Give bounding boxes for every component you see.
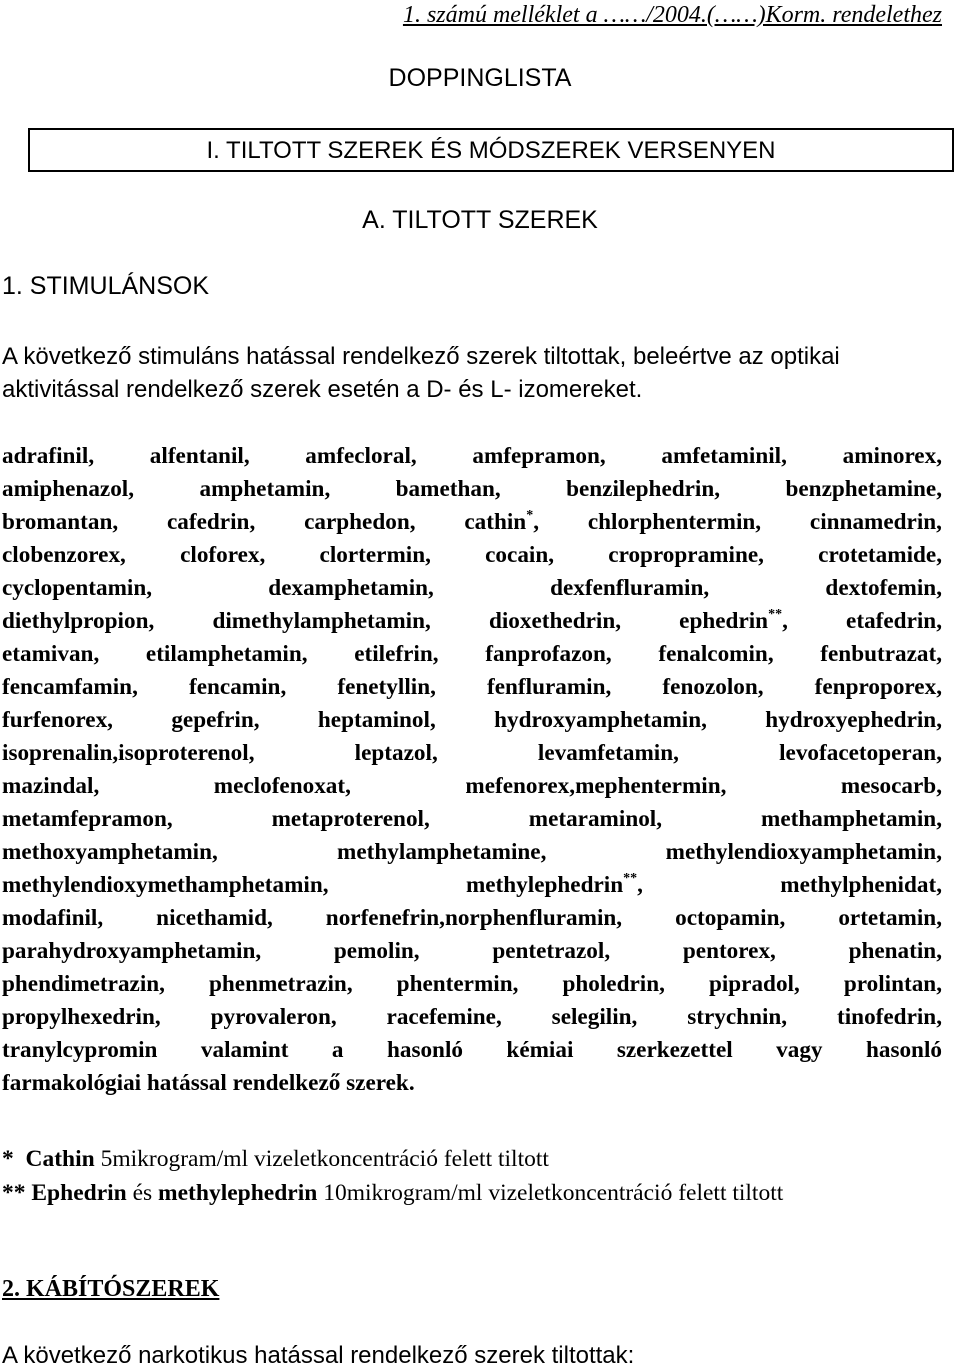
intro-paragraph-narcotics: A következő narkotikus hatással rendelkező szerek tiltottak: bbox=[2, 1342, 635, 1369]
substance-line: mazindal, meclofenoxat, mefenorex,mephentermin, mesocarb, bbox=[2, 773, 942, 799]
substance-line: etamivan, etilamphetamin, etilefrin, fanprofazon, fenalcomin, fenbutrazat, bbox=[2, 641, 942, 667]
footnote-mark: * bbox=[2, 1146, 14, 1172]
footnote-substance: Ephedrin bbox=[31, 1180, 127, 1206]
substance-line: furfenorex, gepefrin, heptaminol, hydroxyamphetamin, hydroxyephedrin, bbox=[2, 707, 942, 733]
substance-line: methoxyamphetamin, methylamphetamine, methylendioxyamphetamin, bbox=[2, 839, 942, 865]
section-title-box bbox=[28, 128, 954, 172]
intro-paragraph-stimulants: A következő stimuláns hatással rendelkező szerek tiltottak, beleértve az optikai aktivitással rendelkező szerek esetén a D- és L- izomereket. bbox=[2, 343, 840, 403]
substance-line: isoprenalin,isoproterenol, leptazol, levamfetamin, levofacetoperan, bbox=[2, 740, 942, 766]
footnote-cathin bbox=[2, 1142, 942, 1176]
substance-line: modafinil, nicethamid, norfenefrin,norphenfluramin, octopamin, ortetamin, bbox=[2, 905, 942, 931]
footnote-mark: * bbox=[526, 508, 534, 523]
footnote-mark: ** bbox=[623, 871, 638, 886]
substance-list bbox=[2, 440, 942, 1100]
section-title: I. TILTOTT SZEREK ÉS MÓDSZEREK VERSENYEN bbox=[206, 137, 776, 164]
footnote-text: 5mikrogram/ml vizeletkoncentráció felett tiltott bbox=[94, 1146, 549, 1172]
substance-text: , etafedrin, bbox=[782, 608, 943, 634]
substance-line: clobenzorex, cloforex, clortermin, cocain, cropropramine, crotetamide, bbox=[2, 542, 942, 568]
substance-line: amiphenazol, amphetamin, bamethan, benzilephedrin, benzphetamine, bbox=[2, 476, 942, 502]
footnote-mark: ** bbox=[2, 1180, 26, 1206]
substance-line: fencamfamin, fencamin, fenetyllin, fenfluramin, fenozolon, fenproporex, bbox=[2, 674, 942, 700]
substance-line: propylhexedrin, pyrovaleron, racefemine, selegilin, strychnin, tinofedrin, bbox=[2, 1004, 942, 1030]
heading-narcotics: 2. KÁBÍTÓSZEREK bbox=[2, 1276, 220, 1302]
substance-text: , chlorphentermin, cinnamedrin, bbox=[533, 509, 942, 535]
substance-line bbox=[2, 605, 942, 638]
footnote-text: és bbox=[126, 1180, 159, 1206]
substance-line: phendimetrazin, phenmetrazin, phentermin, pholedrin, pipradol, prolintan, bbox=[2, 971, 942, 997]
footnotes bbox=[2, 1142, 942, 1210]
footnote-text: 10mikrogram/ml vizeletkoncentráció felett tiltott bbox=[317, 1180, 784, 1206]
substance-text: methylendioxymethamphetamin, methylephedrin bbox=[2, 872, 624, 898]
substance-line: metamfepramon, metaproterenol, metaraminol, methamphetamin, bbox=[2, 806, 942, 832]
substance-line: cyclopentamin, dexamphetamin, dexfenfluramin, dextofemin, bbox=[2, 575, 942, 601]
main-title: DOPPINGLISTA bbox=[388, 64, 572, 92]
footnote-substance: Cathin bbox=[25, 1146, 95, 1172]
substance-text: , methylphenidat, bbox=[637, 872, 942, 898]
substance-line: farmakológiai hatással rendelkező szerek. bbox=[2, 1070, 415, 1096]
substance-line bbox=[2, 869, 942, 902]
annex-header: 1. számú melléklet a ……/2004.(……)Korm. rendelethez bbox=[402, 2, 942, 28]
footnote-substance: methylephedrin bbox=[158, 1180, 318, 1206]
footnote-ephedrin bbox=[2, 1176, 942, 1210]
heading-stimulants: 1. STIMULÁNSOK bbox=[2, 272, 209, 300]
substance-text: bromantan, cafedrin, carphedon, cathin bbox=[2, 509, 527, 535]
substance-line: adrafinil, alfentanil, amfecloral, amfepramon, amfetaminil, aminorex, bbox=[2, 443, 942, 469]
substance-line bbox=[2, 506, 942, 539]
footnote-mark: ** bbox=[768, 607, 783, 622]
substance-line: parahydroxyamphetamin, pemolin, pentetrazol, pentorex, phenatin, bbox=[2, 938, 942, 964]
subsection-title: A. TILTOTT SZEREK bbox=[362, 206, 598, 234]
substance-text: diethylpropion, dimethylamphetamin, dioxethedrin, ephedrin bbox=[2, 608, 769, 634]
substance-line: tranylcypromin valamint a hasonló kémiai szerkezettel vagy hasonló bbox=[2, 1037, 942, 1063]
